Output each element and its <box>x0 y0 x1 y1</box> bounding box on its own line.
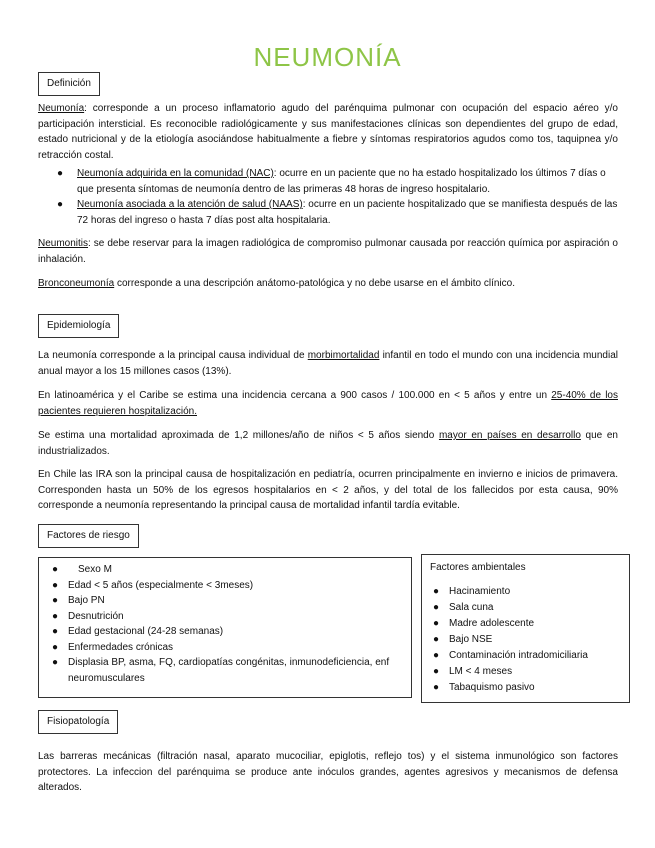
page-title: NEUMONÍA <box>253 42 402 72</box>
list-item-text: Bajo PN <box>68 595 105 606</box>
text: En latinoamérica y el Caribe se estima una incidencia cercana a 900 casos / 100.000 en < 5 años y entre un <box>38 390 552 401</box>
underlined-text: morbimortalidad <box>307 350 380 361</box>
list-item-text: Contaminación intradomiciliaria <box>449 650 588 661</box>
paragraph-neumonitis <box>38 236 618 267</box>
definition-bullets <box>57 166 618 228</box>
list-item-text: Bajo NSE <box>449 634 493 645</box>
bullet-icon: ● <box>433 682 440 693</box>
paragraph-neumonia <box>38 101 618 163</box>
bullet-icon: ● <box>433 618 440 629</box>
definition-text: : corresponde a un proceso inflamatorio agudo del parénquima pulmonar con ocupación del espacio aéreo y/o participación intersticial. Es reconocible radiológicamente y sus manifestaciones clínicas son dependientes del grupo de edad, estado nutricional y de la etiología asociándose habitualmente a fiebre y síntomas respiratorios agudos como tos, taquipnea y/o retracción costal. <box>38 103 618 161</box>
list-item <box>433 664 624 680</box>
list-item <box>52 578 398 594</box>
list-item <box>433 680 624 696</box>
list-item-text: Edad gestacional (24-28 semanas) <box>68 626 224 637</box>
text: Se estima una mortalidad aproximada de 1,2 millones/año de niños < 5 años siendo <box>38 430 439 441</box>
term-nac: Neumonía adquirida en la comunidad (NAC) <box>77 168 274 179</box>
list-item <box>52 655 398 686</box>
section-heading-label: Factores de riesgo <box>47 530 130 541</box>
text: infantil en todo el mundo con una incidencia mundial anual mayor a los 15 millones casos (13%). <box>38 350 619 377</box>
list-item <box>52 562 398 578</box>
environmental-factors-box <box>421 554 630 703</box>
term-bronconeumonia: Bronconeumonía <box>38 278 115 289</box>
list-item <box>433 600 624 616</box>
text: La neumonía corresponde a la principal causa individual de <box>38 350 308 361</box>
section-heading-label: Definición <box>47 78 91 89</box>
list-item-text: Edad < 5 años (especialmente < 3meses) <box>68 579 254 591</box>
list-item <box>52 609 398 625</box>
paragraph-epi-2 <box>38 388 618 419</box>
list-item <box>52 640 398 656</box>
paragraph-fisiopatologia: Las barreras mecánicas (filtración nasal, aparato mucociliar, epiglotis, reflejo tos) y el sistema inmunológico son factores protectores. La infeccion del parénquima se produce ante inóculos grandes, agentes agresivos y mecanismos de defensa alterados. <box>38 751 618 793</box>
list-item-text: Enfermedades crónicas <box>68 641 174 653</box>
text: que en industrializados. <box>38 430 618 457</box>
term-neumonitis: Neumonitis <box>38 238 89 249</box>
list-item-text: LM < 4 meses <box>449 666 513 677</box>
bullet-icon: ● <box>52 657 59 668</box>
bullet-icon: ● <box>52 641 59 653</box>
list-item <box>57 197 618 228</box>
paragraph-epi-4: En Chile las IRA son la principal causa de hospitalización en pediatría, ocurren principalmente en invierno e inicios de primavera. Corresponden hasta un 50% de los egresos hospitalarios en < 2 años, y del total de los fallecidos por esta causa, 90% corresponde a neumonía representando la principal causa de mortalidad infantil tardía evitable. <box>38 469 618 511</box>
bullet-icon: ● <box>433 586 440 597</box>
underlined-text: mayor en países en desarrollo <box>438 430 581 441</box>
list-item <box>433 616 624 632</box>
section-heading-fisiopatologia <box>38 710 118 734</box>
section-heading-label: Fisiopatología <box>47 716 110 727</box>
term-neumonia: Neumonía <box>38 103 85 114</box>
bullet-icon: ● <box>433 602 440 613</box>
risk-factors-box <box>38 557 412 698</box>
environmental-factors-heading: Factores ambientales <box>430 562 526 573</box>
list-item <box>433 584 624 600</box>
list-item-text: Displasia BP, asma, FQ, cardiopatías congénitas, inmunodeficiencia, enf neuromusculares <box>68 657 390 684</box>
bullet-icon: ● <box>52 595 59 606</box>
section-heading-epidemiologia <box>38 314 119 338</box>
section-heading-label: Epidemiología <box>47 320 111 331</box>
paragraph-bronconeumonia <box>38 276 618 292</box>
underlined-text: 25-40% de los pacientes requieren hospitalización. <box>38 390 618 417</box>
bullet-icon: ● <box>52 564 59 575</box>
term-naas: Neumonía asociada a la atención de salud (NAAS) <box>77 199 303 210</box>
bullet-icon: ● <box>57 168 64 179</box>
bullet-icon: ● <box>52 610 59 622</box>
definition-text: : se debe reservar para la imagen radiológica de compromiso pulmonar causada por reacción química por aspiración o inhalación. <box>38 238 618 265</box>
bullet-text: : ocurre en un paciente que no ha estado hospitalizado los últimos 7 días o que presenta síntomas de neumonía dentro de las primeras 48 horas de ingreso hospitalario. <box>77 168 606 195</box>
list-item-text: Madre adolescente <box>449 618 535 629</box>
list-item-text: Tabaquismo pasivo <box>449 682 535 693</box>
list-item <box>52 593 398 609</box>
list-item <box>433 648 624 664</box>
paragraph-epi-1 <box>38 348 618 379</box>
list-item <box>433 632 624 648</box>
section-heading-definicion <box>38 72 100 96</box>
paragraph-epi-3 <box>38 428 618 459</box>
list-item-text: Sexo M <box>78 564 112 575</box>
bullet-icon: ● <box>52 579 59 591</box>
list-item-text: Desnutrición <box>68 610 124 622</box>
bullet-text: : ocurre en un paciente hospitalizado que se manifiesta después de las 72 horas del ingreso o hasta 7 días post alta hospitalaria. <box>77 199 618 226</box>
bullet-icon: ● <box>433 650 440 661</box>
list-item-text: Hacinamiento <box>449 586 511 597</box>
list-item <box>52 624 398 640</box>
bullet-icon: ● <box>433 634 440 645</box>
definition-text: corresponde a una descripción anátomo-patológica y no debe usarse en el ámbito clínico. <box>114 278 515 289</box>
bullet-icon: ● <box>57 199 64 210</box>
list-item-text: Sala cuna <box>449 602 494 613</box>
risk-factors-list <box>52 562 398 686</box>
environmental-factors-list <box>433 584 624 696</box>
section-heading-factores-riesgo <box>38 524 139 548</box>
bullet-icon: ● <box>52 626 59 637</box>
bullet-icon: ● <box>433 666 440 677</box>
list-item <box>57 166 618 197</box>
